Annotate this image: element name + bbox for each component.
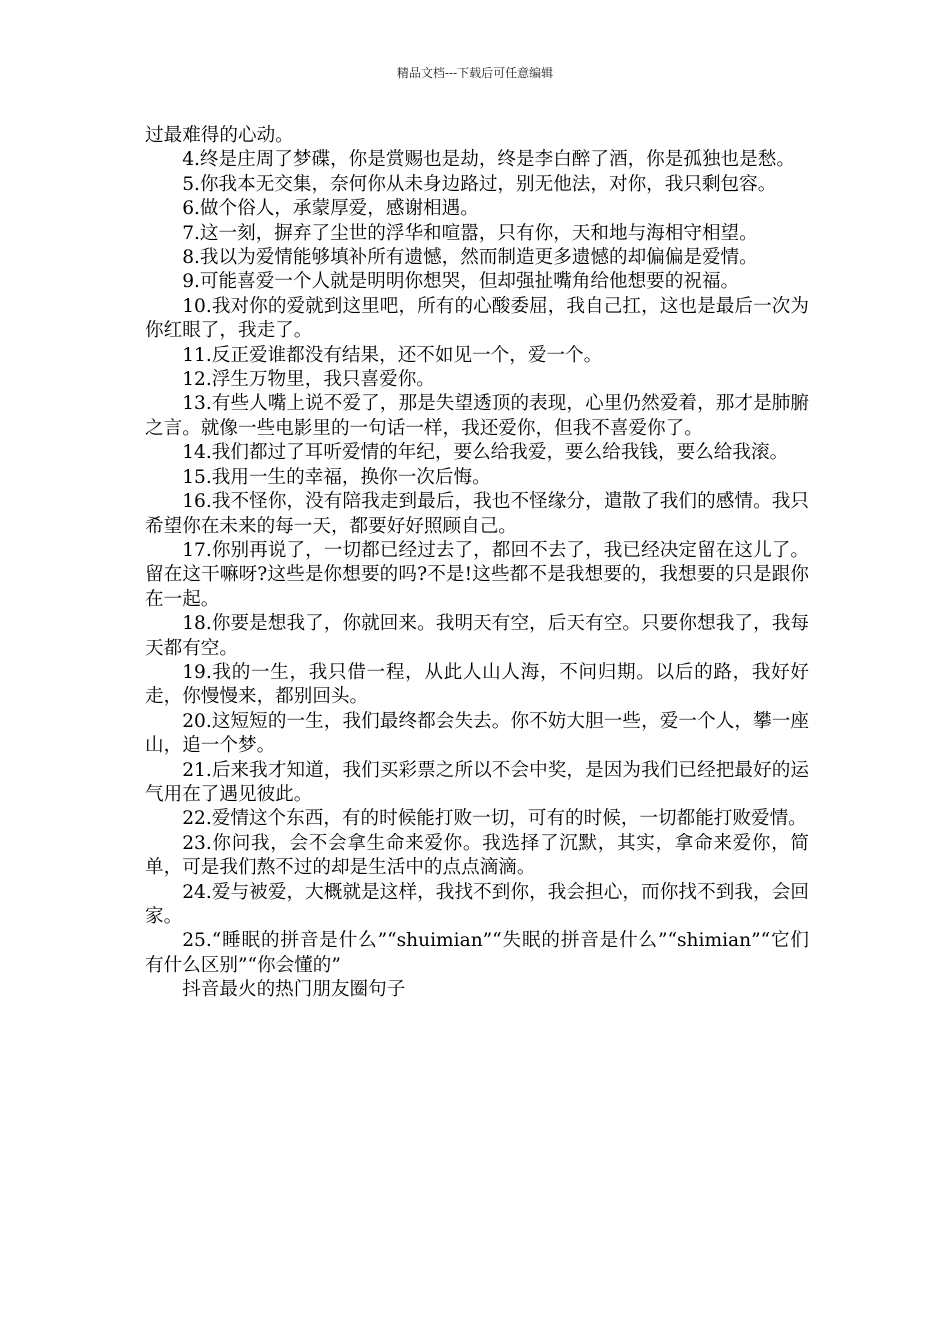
paragraph: 13.有些人嘴上说不爱了，那是失望透顶的表现，心里仍然爱着，那才是肺腑之言。就像一些电影里的一句话一样，我还爱你，但我不喜爱你了。 bbox=[145, 393, 809, 439]
paragraph: 6.做个俗人，承蒙厚爱，感谢相遇。 bbox=[182, 198, 479, 220]
paragraph: 22.爱情这个东西，有的时候能打败一切，可有的时候，一切都能打败爱情。 bbox=[182, 808, 807, 830]
paragraph: 9.可能喜爱一个人就是明明你想哭，但却强扯嘴角给他想要的祝福。 bbox=[182, 271, 740, 293]
paragraph: 21.后来我才知道，我们买彩票之所以不会中奖，是因为我们已经把最好的运气用在了遇见彼此。 bbox=[145, 759, 809, 805]
paragraph: 7.这一刻，摒弃了尘世的浮华和喧嚣，只有你，天和地与海相守相望。 bbox=[182, 222, 758, 244]
paragraph: 11.反正爱谁都没有结果，还不如见一个，爱一个。 bbox=[182, 344, 603, 366]
page-header: 精品文档---下载后可任意编辑 bbox=[396, 66, 554, 80]
paragraph: 5.你我本无交集，奈何你从未身边路过，别无他法，对你，我只剩包容。 bbox=[182, 173, 777, 195]
paragraph: 20.这短短的一生，我们最终都会失去。你不妨大胆一些，爱一个人，攀一座山，追一个梦。 bbox=[145, 710, 809, 757]
paragraph: 10.我对你的爱就到这里吧，所有的心酸委屈，我自己扛，这也是最后一次为你红眼了，我走了。 bbox=[145, 295, 809, 342]
paragraph: 15.我用一生的幸福，换你一次后悔。 bbox=[182, 466, 491, 488]
paragraph: 12.浮生万物里，我只喜爱你。 bbox=[182, 369, 435, 391]
paragraph: 16.我不怪你，没有陪我走到最后，我也不怪缘分，遣散了我们的感情。我只希望你在未来的每一天，都要好好照顾自己。 bbox=[145, 491, 809, 537]
paragraph: 24.爱与被爱，大概就是这样，我找不到你，我会担心，而你找不到我，会回家。 bbox=[145, 881, 809, 927]
document-body bbox=[145, 124, 809, 1003]
paragraph: 4.终是庄周了梦碟，你是赏赐也是劫，终是李白醉了酒，你是孤独也是愁。 bbox=[182, 149, 795, 171]
paragraph: 14.我们都过了耳听爱情的年纪，要么给我爱，要么给我钱，要么给我滚。 bbox=[182, 442, 789, 464]
paragraph: 17.你别再说了，一切都已经过去了，都回不去了，我已经决定留在这儿了。留在这干嘛呀?这些是你想要的吗?不是!这些都不是我想要的，我想要的只是跟你在一起。 bbox=[145, 539, 809, 610]
paragraph: 过最难得的心动。 bbox=[145, 125, 294, 146]
paragraph: 8.我以为爱情能够填补所有遗憾，然而制造更多遗憾的却偏偏是爱情。 bbox=[182, 247, 758, 269]
paragraph-heading: 抖音最火的热门朋友圈句子 bbox=[182, 979, 406, 1001]
paragraph: 23.你问我，会不会拿生命来爱你。我选择了沉默，其实，拿命来爱你，简单，可是我们熬不过的却是生活中的点点滴滴。 bbox=[145, 832, 809, 879]
paragraph: 25.“睡眠的拼音是什么”“shuimian”“失眠的拼音是什么”“shimian”“它们有什么区别”“你会懂的” bbox=[145, 930, 809, 976]
paragraph: 19.我的一生，我只借一程，从此人山人海，不问归期。以后的路，我好好走，你慢慢来，都别回头。 bbox=[145, 661, 809, 708]
paragraph: 18.你要是想我了，你就回来。我明天有空，后天有空。只要你想我了，我每天都有空。 bbox=[145, 613, 809, 659]
